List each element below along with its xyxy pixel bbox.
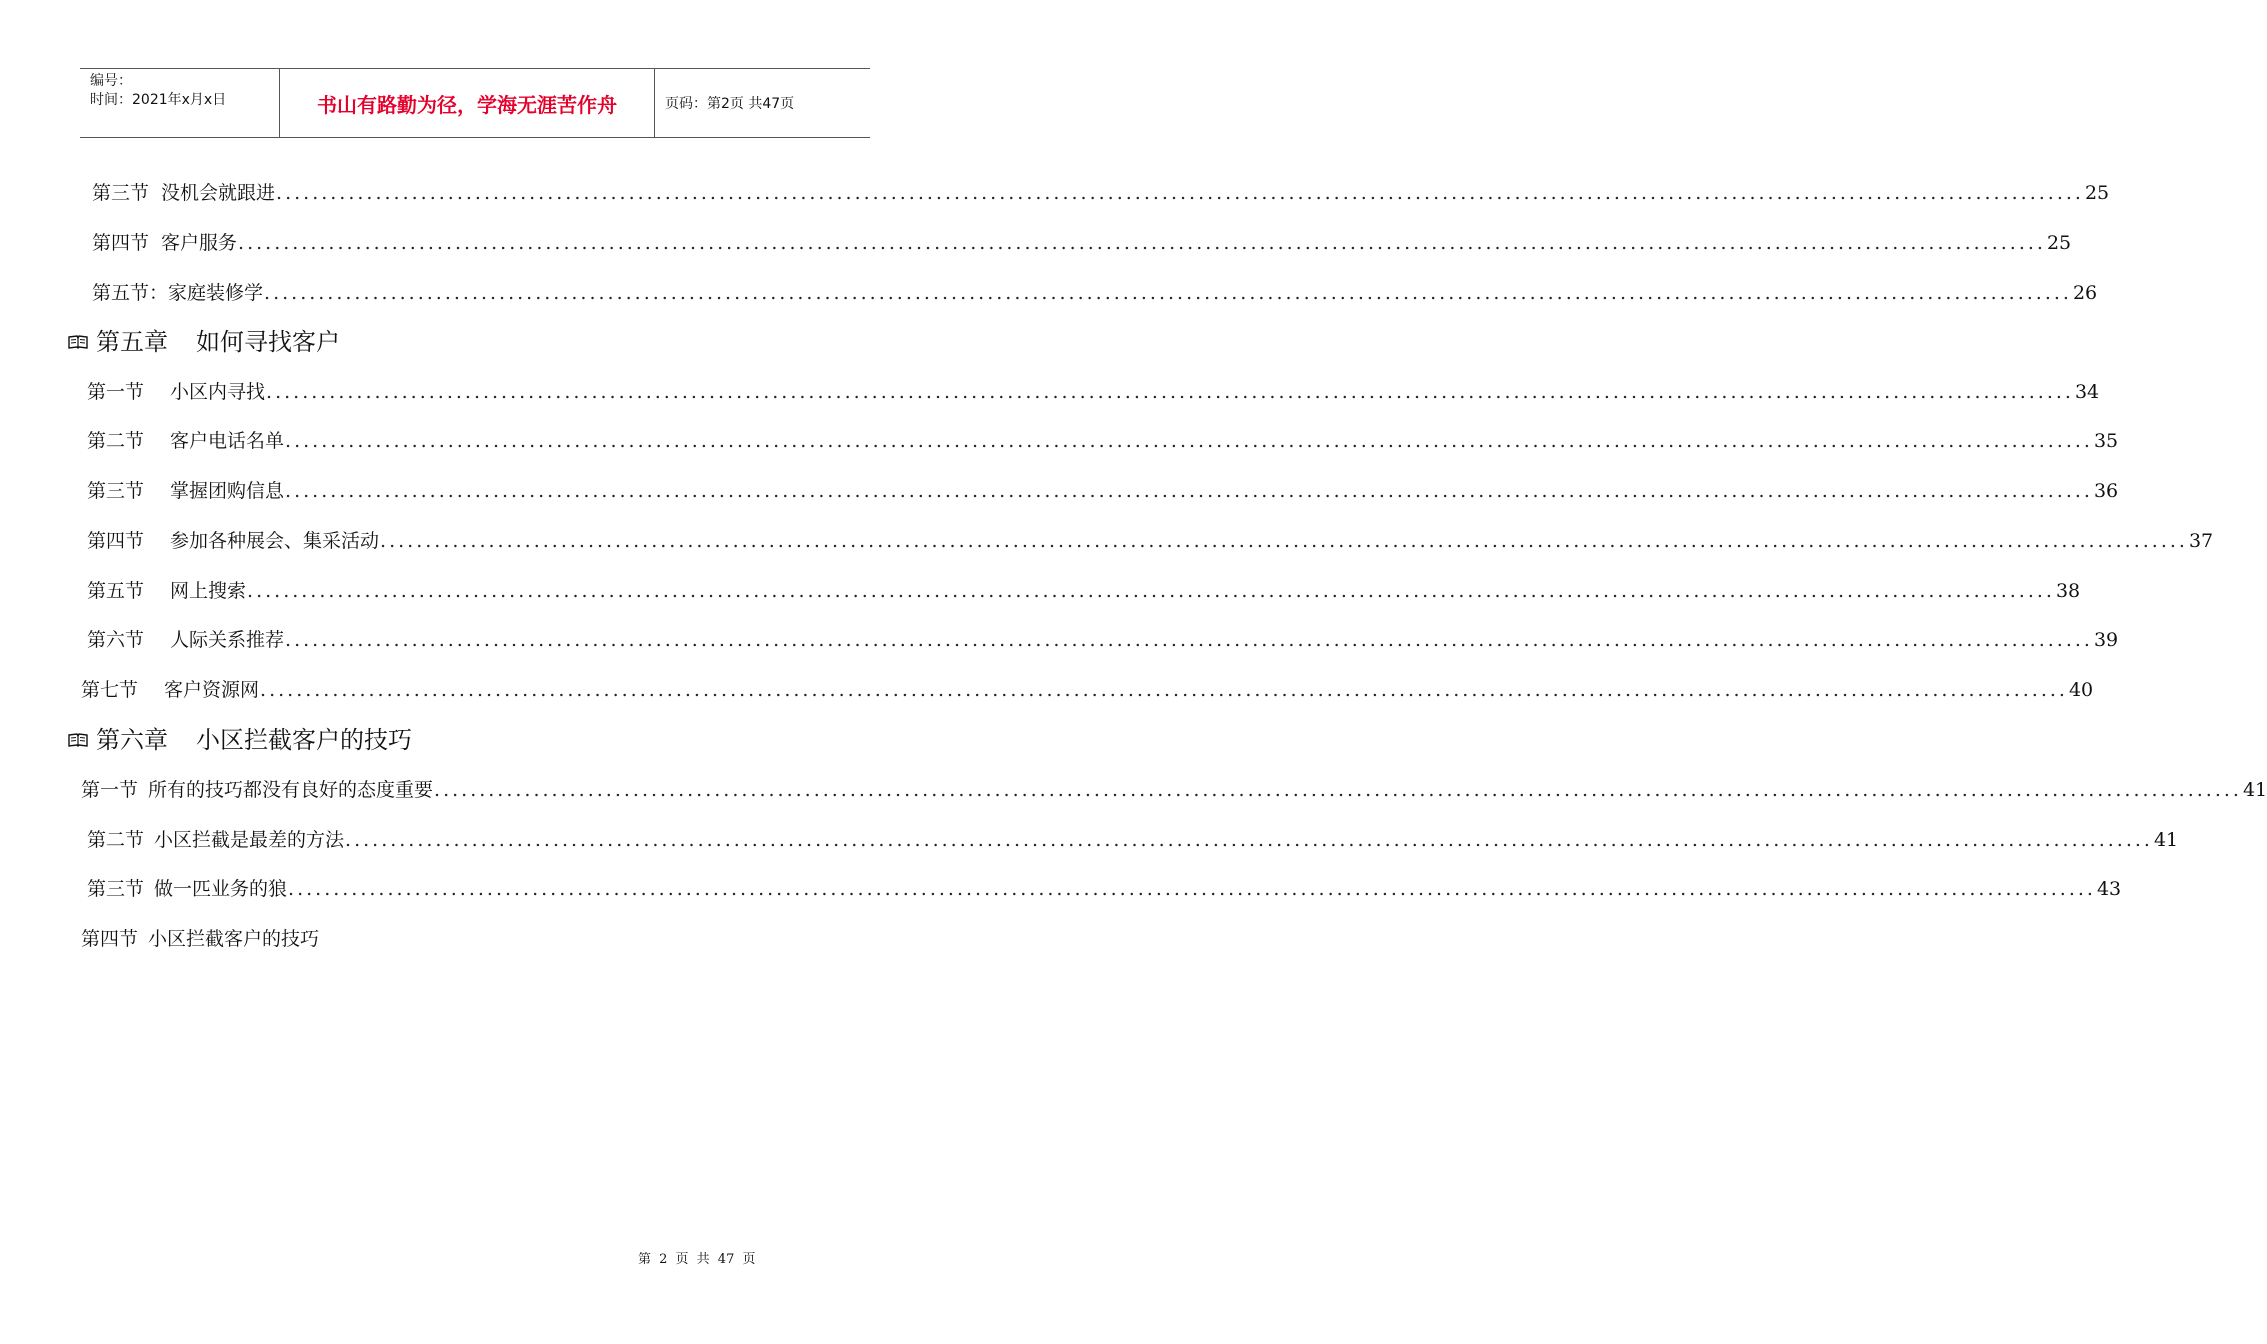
toc-page: 36 <box>2093 480 2119 502</box>
toc-page: 34 <box>2074 381 2100 403</box>
toc-page: 25 <box>2084 182 2110 204</box>
toc-section: 第二节 <box>87 430 145 452</box>
toc-title: 小区内寻找 <box>170 381 266 403</box>
toc-page: 41 <box>2153 829 2179 851</box>
toc-section: 第三节 <box>92 182 150 204</box>
toc-section: 第四节 <box>81 928 139 950</box>
toc-leader: ........................................................................................................................................................................................................ <box>276 182 2084 204</box>
toc-page: 35 <box>2093 430 2119 452</box>
toc-entry[interactable] <box>92 179 2110 207</box>
chapter-heading[interactable] <box>68 723 412 757</box>
toc-leader: ........................................................................................................................................................................................................ <box>264 282 2072 304</box>
toc-leader: ........................................................................................................................................................................................................ <box>434 779 2242 801</box>
toc-entry[interactable] <box>87 527 2214 555</box>
toc-entry[interactable] <box>87 875 2122 903</box>
chapter-number: 第五章 <box>96 328 168 356</box>
toc-entry[interactable] <box>87 626 2119 654</box>
toc-leader: ........................................................................................................................................................................................................ <box>238 232 2046 254</box>
toc-section: 第三节 <box>87 878 145 900</box>
toc-section: 第四节 <box>92 232 150 254</box>
toc-title: 掌握团购信息 <box>170 480 285 502</box>
toc-page: 40 <box>2068 679 2094 701</box>
toc-section: 第二节 <box>87 829 145 851</box>
toc-page: 38 <box>2055 580 2081 602</box>
toc-leader: ........................................................................................................................................................................................................ <box>285 480 2093 502</box>
toc-entry[interactable] <box>87 577 2081 605</box>
toc-section: 第四节 <box>87 530 145 552</box>
time-label: 时间：2021年x月x日 <box>90 92 227 108</box>
page-header <box>80 68 870 138</box>
toc-section: 第一节 <box>87 381 145 403</box>
toc-entry[interactable] <box>87 477 2119 505</box>
toc-title: 网上搜索 <box>170 580 247 602</box>
toc-entry[interactable] <box>87 378 2100 406</box>
toc-leader: ........................................................................................................................................................................................................ <box>380 530 2188 552</box>
toc-entry[interactable] <box>92 279 2098 307</box>
toc-entry[interactable] <box>87 826 2179 854</box>
toc-section: 第三节 <box>87 480 145 502</box>
book-icon <box>68 733 88 747</box>
toc-leader: ........................................................................................................................................................................................................ <box>288 878 2096 900</box>
toc-title: 人际关系推荐 <box>170 629 285 651</box>
header-motto: 书山有路勤为径，学海无涯苦作舟 <box>280 69 655 137</box>
toc-title: 小区拦截是最差的方法 <box>154 829 345 851</box>
toc-title: 参加各种展会、集采活动 <box>170 530 380 552</box>
toc-entry[interactable] <box>81 925 727 953</box>
toc-title: 没机会就跟进 <box>161 182 276 204</box>
header-meta <box>80 69 280 137</box>
chapter-heading[interactable] <box>68 325 340 359</box>
toc-title: 家庭装修学 <box>168 282 264 304</box>
toc-page: 25 <box>2046 232 2072 254</box>
toc-leader: ........................................................................................................................................................................................................ <box>285 430 2093 452</box>
chapter-title: 小区拦截客户的技巧 <box>196 726 412 754</box>
book-icon <box>68 335 88 349</box>
toc-page: 37 <box>2188 530 2214 552</box>
toc-title: 做一匹业务的狼 <box>154 878 288 900</box>
toc-page: 41 <box>2242 779 2267 801</box>
toc-entry[interactable] <box>81 776 2267 804</box>
toc-leader: ........................................................................................................................................................................................................ <box>345 829 2153 851</box>
toc-entry[interactable] <box>87 427 2119 455</box>
toc-entry[interactable] <box>92 229 2072 257</box>
chapter-title: 如何寻找客户 <box>196 328 340 356</box>
header-page-info: 页码：第2页 共47页 <box>665 96 795 112</box>
toc-title: 客户服务 <box>161 232 238 254</box>
footer-page-number: 第 2 页 共 47 页 <box>638 1252 756 1267</box>
toc-section: 第五节 <box>87 580 145 602</box>
toc-section: 第五节： <box>92 282 169 304</box>
toc-title: 客户电话名单 <box>170 430 285 452</box>
toc-leader: ........................................................................................................................................................................................................ <box>285 629 2093 651</box>
toc-title: 所有的技巧都没有良好的态度重要 <box>148 779 434 801</box>
toc-section: 第六节 <box>87 629 145 651</box>
toc-leader: ........................................................................................................................................................................................................ <box>260 679 2068 701</box>
toc-entry[interactable] <box>81 676 2094 704</box>
toc-leader: ........................................................................................................................................................................................................ <box>247 580 2055 602</box>
toc-title: 客户资源网 <box>164 679 260 701</box>
toc-page: 43 <box>2096 878 2122 900</box>
toc-page: 26 <box>2072 282 2098 304</box>
toc-leader: ........................................................................................................................................................................................................ <box>266 381 2074 403</box>
toc-section: 第七节 <box>81 679 139 701</box>
number-label: 编号： <box>90 73 132 89</box>
toc-page: 39 <box>2093 629 2119 651</box>
toc-section: 第一节 <box>81 779 139 801</box>
chapter-number: 第六章 <box>96 726 168 754</box>
toc-title: 小区拦截客户的技巧 <box>148 928 320 950</box>
